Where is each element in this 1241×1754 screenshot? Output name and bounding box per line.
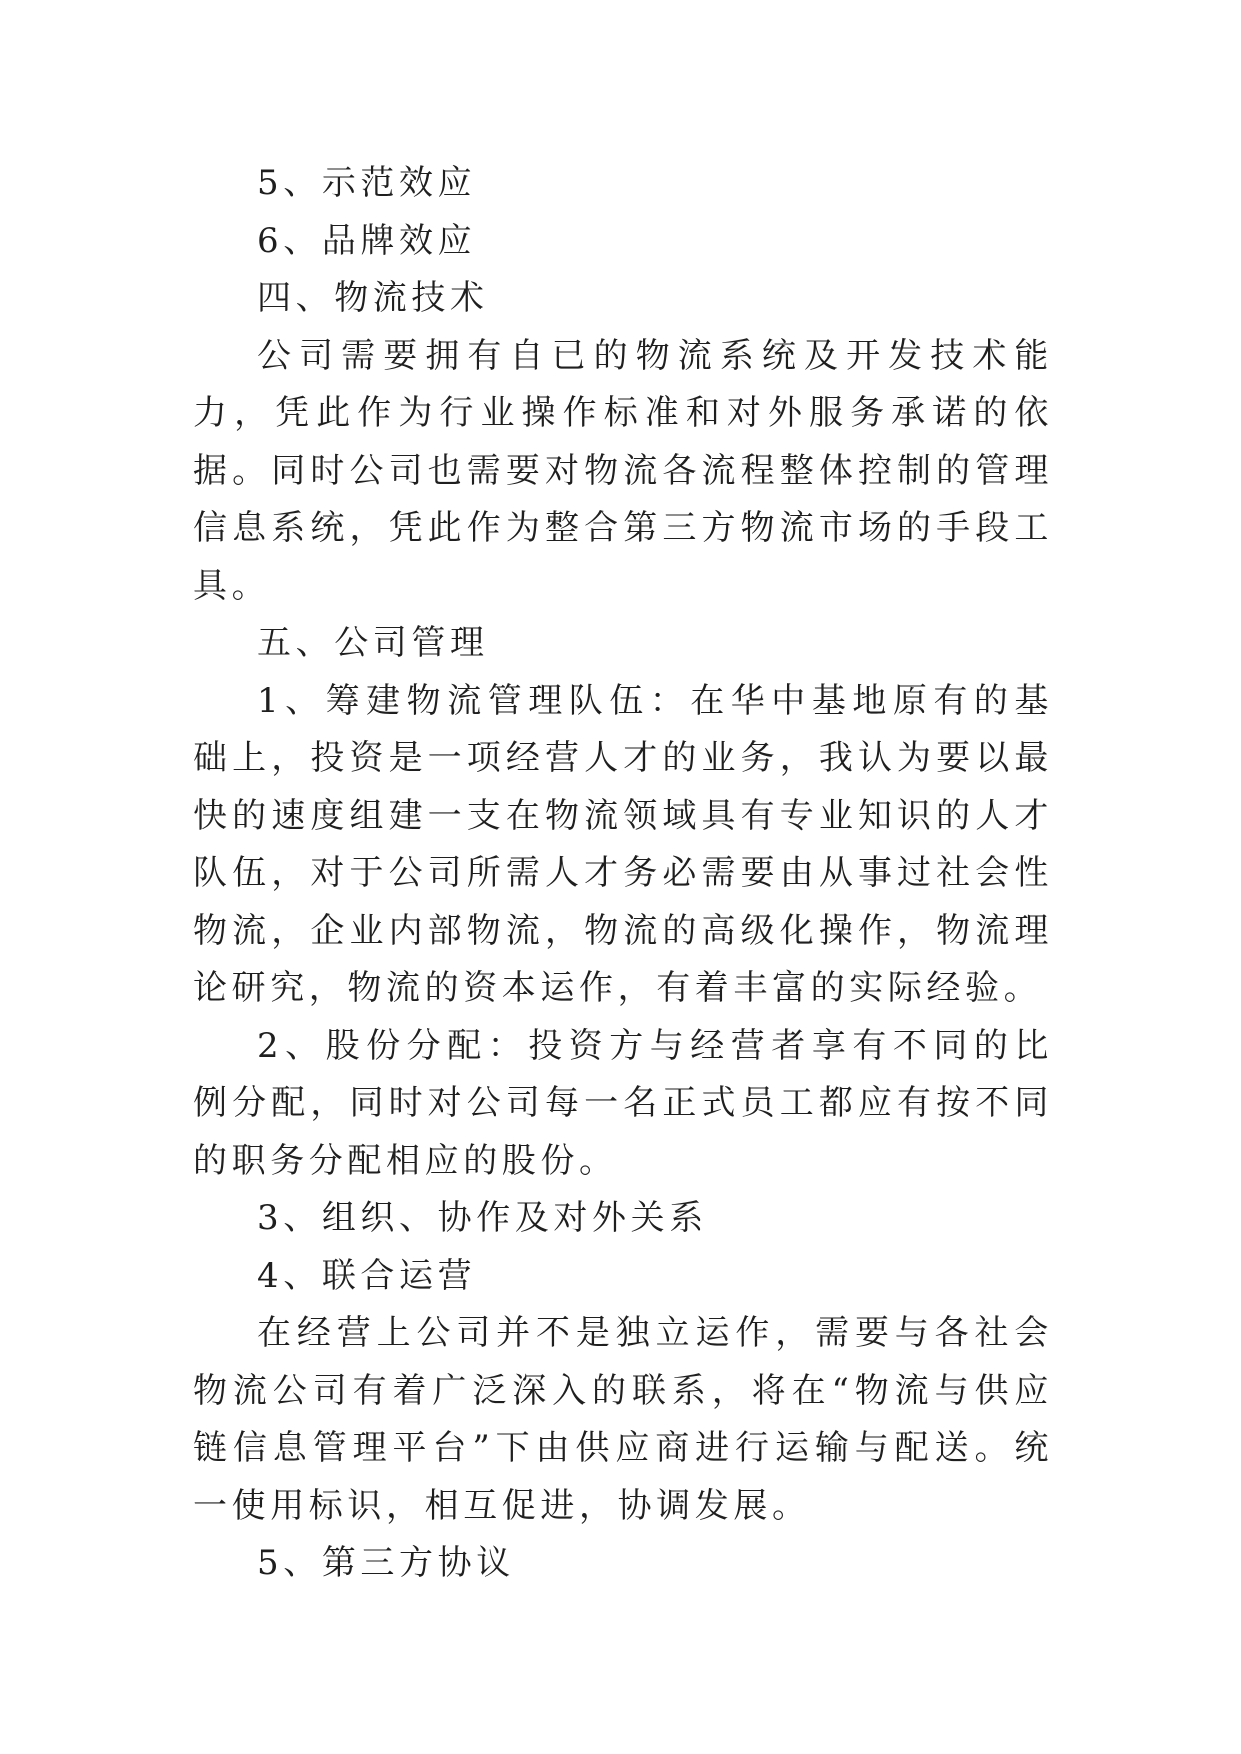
list-item-brand-effect: 6、品牌效应	[257, 220, 477, 261]
list-item-third-party-agreement: 5、第三方协议	[257, 1543, 515, 1583]
list-item-joint-operation: 4、联合运营	[257, 1255, 477, 1296]
paragraph-share-allocation: 2、股份分配：投资方与经营者享有不同的比例分配，同时对公司每一名正式员工都应有按不同的职务分配相应的股份。	[193, 1025, 1053, 1181]
list-item-demonstration-effect: 5、示范效应	[257, 163, 477, 203]
section-heading-company-management: 五、公司管理	[257, 623, 489, 663]
section-heading-logistics-technology: 四、物流技术	[257, 278, 489, 318]
paragraph-logistics-technology: 公司需要拥有自已的物流系统及开发技术能力，凭此作为行业操作标准和对外服务承诺的依据。同时公司也需要对物流各流程整体控制的管理信息系统，凭此作为整合第三方物流市场的手段工具。	[193, 335, 1053, 606]
document-body	[193, 155, 1053, 1593]
paragraph-build-team: 1、筹建物流管理队伍：在华中基地原有的基础上，投资是一项经营人才的业务，我认为要以最快的速度组建一支在物流领域具有专业知识的人才队伍，对于公司所需人才务必需要由从事过社会性物流，企业内部物流，物流的高级化操作，物流理论研究，物流的资本运作，有着丰富的实际经验。	[193, 680, 1053, 1008]
paragraph-joint-operation: 在经营上公司并不是独立运作，需要与各社会物流公司有着广泛深入的联系，将在“物流与供应链信息管理平台”下由供应商进行运输与配送。统一使用标识，相互促进，协调发展。	[193, 1313, 1053, 1526]
list-item-organization-relations: 3、组织、协作及对外关系	[257, 1198, 708, 1238]
